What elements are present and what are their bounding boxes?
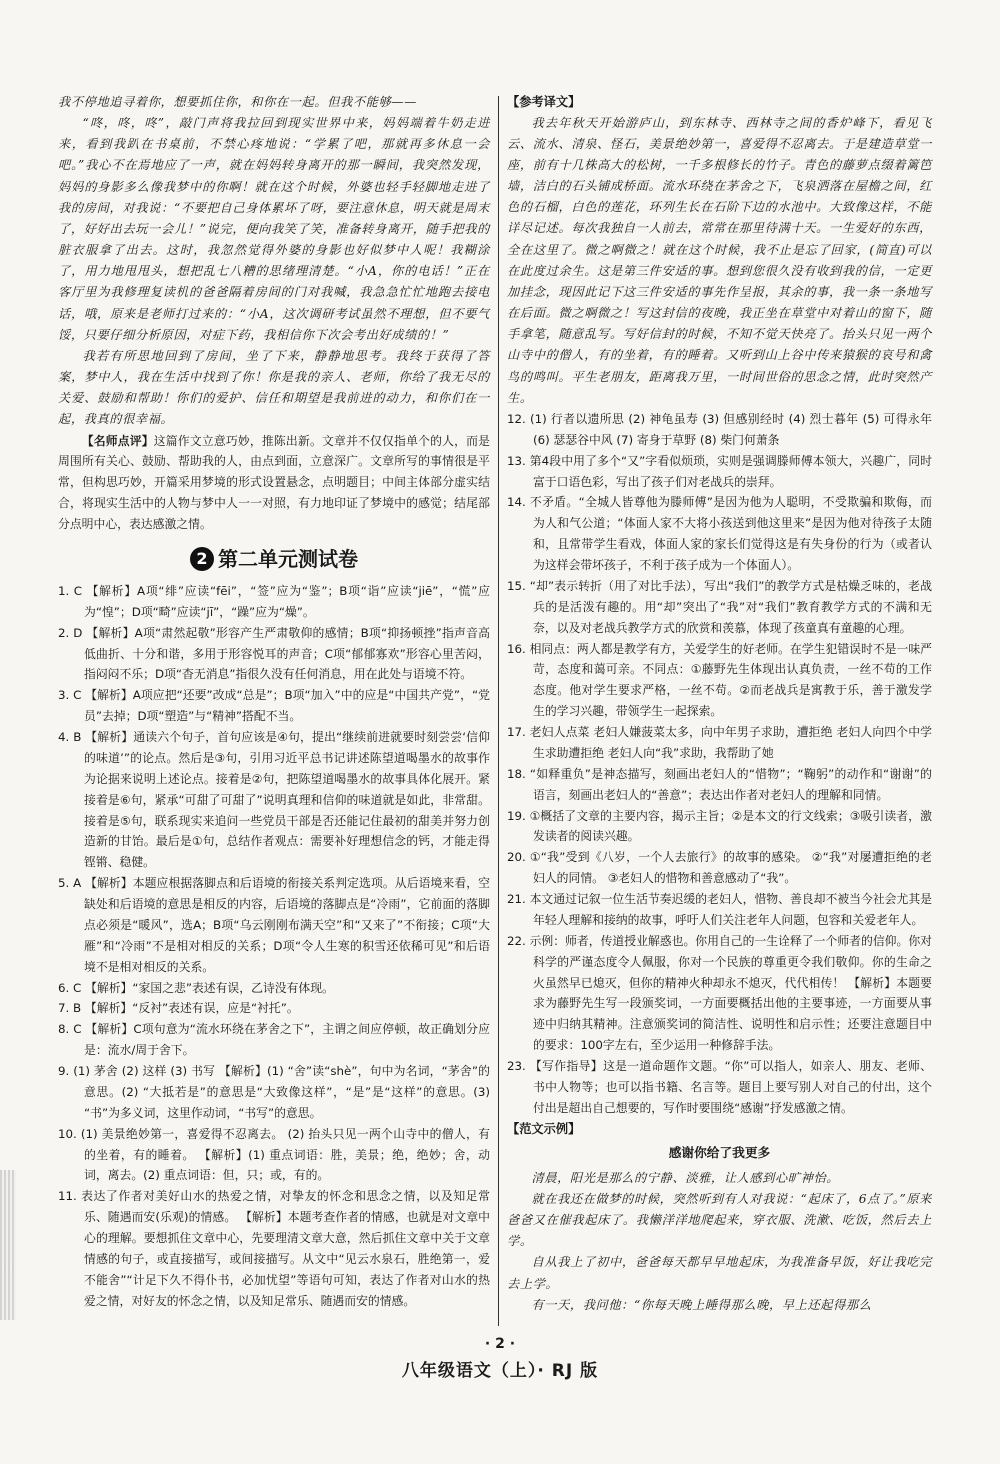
answer-item: 15. “却”表示转折（用了对比手法），写出“我们”的教学方式是枯燥乏味的，老战兵的是活泼有趣的。用“却”突出了“我”对“我们”教育教学方式的不满和无奈，以及对老战兵教学方式的欣赏和羡慕，体现了孩童真有童趣的心理。	[507, 578, 932, 635]
sample-essay-label: 【范文示例】	[507, 1121, 581, 1136]
answer-item: 6. C 【解析】“家国之悲”表述有误，乙诗没有体现。	[58, 980, 334, 995]
section-title: 第二单元测试卷	[218, 546, 358, 571]
section-heading	[58, 545, 490, 573]
answer-list-right	[507, 409, 932, 1119]
answer-item: 4. B 【解析】通读六个句子，首句应该是④句，提出“继续前进就要时刻尝尝‘信仰的味道’”的论点。然后是③句，引用习近平总书记讲述陈望道喝墨水的故事作为论据来说明上述论点。接着是②句，把陈望道喝墨水的故事具体化展开。紧接着是⑥句，紧承“可甜了可甜了”说明真理和信仰的味道就是如此，非常甜。接着是⑤句，联系现实来追问一些党员干部是否还能记住最初的甜美并努力创造新的甘饴。最后是①句，总结作者观点：需要补好理想信念的钙，才能走得铿锵、稳健。	[58, 730, 490, 870]
comment-label: 【名师点评】	[81, 433, 154, 448]
answer-item: 16. 相同点：两人都是教学有方，关爱学生的好老师。在学生犯错误时不是一味严苛，态度和蔼可亲。不同点：①藤野先生体现出认真负责，一丝不苟的工作态度。他对学生要求严格，一丝不苟。②而老战兵是寓教于乐，善于激发学生的学习兴趣，带领学生一起探索。	[507, 641, 932, 719]
answer-item: 18. “如释重负”是神态描写，刻画出老妇人的“惜物”；“鞠躬”的动作和“谢谢”的语言，刻画出老妇人的“善意”；表达出作者对老妇人的理解和同情。	[507, 766, 932, 802]
page-number: · 2 ·	[484, 1336, 516, 1352]
answer-item: 17. 老妇人点菜 老妇人嫌菠菜太多，向中年男子求助，遭拒绝 老妇人向四个中学生求助遭拒绝 老妇人向“我”求助，我帮助了她	[507, 725, 932, 760]
answer-list-left	[58, 581, 490, 1312]
teacher-comment	[58, 431, 490, 535]
answer-item: 8. C 【解析】C项句意为“流水环绕在茅舍之下”，主谓之间应停顿，故正确划分应是：流水/周于舍下。	[58, 1022, 490, 1058]
left-column	[58, 92, 490, 1312]
essay-paragraph: 我若有所思地回到了房间，坐了下来，静静地思考。我终于获得了答案，梦中人，我在生活中找到了你！你是我的亲人、老师，你给了我无尽的关爱、鼓励和帮助！你们的爱护、信任和期望是我前进的动力，和你们在一起，我真的很幸福。	[58, 348, 490, 427]
answer-item: 9. (1) 茅舍 (2) 这样 (3) 书写 【解析】(1) “舍”读“shè”，句中为名词，“茅舍”的意思。(2) “大抵若是”的意思是“大致像这样”，“是”是“这样”的意思。(3) “书”为多义词，这里作动词，“书写”的意思。	[58, 1064, 490, 1120]
answer-item: 10. (1) 美景绝妙第一，喜爱得不忍离去。 (2) 抬头只见一两个山寺中的僧人，有的坐着，有的睡着。 【解析】(1) 重点词语：胜，美景；绝，绝妙；舍，动词，离去。(2) 重点词语：但，只；或，有的。	[58, 1126, 490, 1183]
answer-item: 20. ①“我”受到《八岁，一个人去旅行》的故事的感染。 ②“我”对屡遭拒绝的老妇人的同情。 ③老妇人的惜物和善意感动了“我”。	[507, 850, 932, 886]
essay-paragraph: 有一天，我问他：“你每天晚上睡得那么晚，早上还起得那么	[531, 1297, 872, 1312]
right-column	[507, 92, 932, 1316]
answer-item: 21. 本文通过记叙一位生活节奏迟缓的老妇人，惜物、善良却不被当今社会尤其是年轻人理解和接纳的故事，呼吁人们关注老年人问题，包容和关爱老年人。	[507, 892, 932, 927]
translation-text: 我去年秋天开始游庐山，到东林寺、西林寺之间的香炉峰下，看见飞云、流水、清泉、怪石，美景绝妙第一，喜爱得不忍离去。于是建造草堂一座，前有十几株高大的松树，一千多根修长的竹子。青色的藤萝点缀着篱笆墙，洁白的石头铺成桥面。流水环绕在茅舍之下，飞泉洒落在屋檐之间，红色的石榴，白色的莲花，环列生长在石阶下边的水池中。大致像这样，不能详尽记述。每次我独自一人前去，常常在那里待满十天。一生爱好的东西，全在这里了。微之啊微之！就在这个时候，我不止是忘了回家，(简直)可以在此度过余生。这是第三件安适的事。想到您很久没有收到我的信，一定更加挂念，现因此记下这三件安适的事先作呈报，其余的事，我一条一条地写在后面。微之啊微之！写这封信的夜晚，我正坐在草堂中对着山的窗下，随手拿笔，随意乱写。写好信封的时候，不知不觉天快亮了。抬头只见一两个山寺中的僧人，有的坐着，有的睡着。又听到山上谷中传来猿猴的哀号和禽鸟的鸣叫。平生老朋友，距离我万里，一时间世俗的思念之情，此时突然产生。	[507, 115, 932, 405]
answer-item: 14. 不矛盾。“全城人皆尊他为滕师傅”是因为他为人聪明，不受欺骗和欺侮，而为人和气公道；“体面人家不大将小孩送到他这里来”是因为他对待孩子太随和，且常带学生看戏，体面人家的家长们觉得这是有失身份的行为（或者认为这样会带坏孩子，不利于孩子成为一个体面人）。	[507, 495, 932, 572]
answer-item: 5. A 【解析】本题应根据落脚点和后语境的衔接关系判定选项。从后语境来看，空缺处和后语境的意思是相反的内容，后语境的落脚点是“冷雨”，它前面的落脚点必须是“暖风”，选A；B项“乌云刚刚布满天空”和“又来了”不衔接；C项“大雁”和“冷雨”不是相对相反的关系；D项“令人生寒的积雪还依稀可见”和后语境不是相对相反的关系。	[58, 876, 490, 974]
answer-item: 3. C 【解析】A项应把“还要”改成“总是”；B项“加入”中的应是“中国共产党”，“党员”去掉；D项“塑造”与“精神”搭配不当。	[58, 688, 490, 724]
section-number-badge: 2	[190, 547, 214, 571]
answer-item: 19. ①概括了文章的主要内容，揭示主旨；②是本文的行文线索；③吸引读者，激发读者的阅读兴趣。	[507, 808, 932, 844]
essay-paragraph: 清晨，阳光是那么的宁静、淡雅，让人感到心旷神怡。	[531, 1170, 840, 1185]
comment-text: 这篇作文立意巧妙，推陈出新。文章并不仅仅指单个的人，而是周围所有关心、鼓励、帮助我的人，由点到面，立意深广。文章所写的事情很是平常，但构思巧妙，开篇采用梦境的形式设置悬念，点明题目；中间主体部分虚实结合，将现实生活中的人物与梦中人一一对照，有力地印证了梦境中的感觉；结尾部分点明中心，表达感激之情。	[58, 433, 490, 531]
sample-essay-title: 感谢你给了我更多	[668, 1145, 771, 1161]
answer-item: 11. 表达了作者对美好山水的热爱之情，对挚友的怀念和思念之情，以及知足常乐、随遇而安(乐观)的情感。 【解析】本题考查作者的情感，也就是对文章中心的理解。要想抓住文章中心，先要理清文章大意，然后抓住文章中关于文章情感的句子，或直接描写，或间接描写。从文中“见云水泉石，胜绝第一，爱不能舍”“计足下久不得仆书，必加忧望”等语句可知，表达了作者对山水的热爱之情，对好友的怀念之情，以及知足常乐、随遇而安的情感。	[58, 1189, 490, 1308]
answer-item: 13. 第4段中用了多个“又”字看似烦琐，实则是强调滕师傅本领大，兴趣广，同时富于口语色彩，写出了孩子们对老战兵的崇拜。	[507, 453, 932, 489]
answer-item: 22. 示例：师者，传道授业解惑也。你用自己的一生诠释了一个师者的信仰。你对科学的严谨态度令人佩服，你对一个民族的尊重更令我们敬仰。你的生命之火虽然早已熄灭，但你的精神火种却永不熄灭，代代相传！ 【解析】本题要求为藤野先生写一段颁奖词，一方面要概括出他的主要事迹，一方面要从事迹中归纳其精神。注意颁奖词的简洁性、说明性和启示性；还要注意题目中的要求：100字左右，至少运用一种修辞手法。	[507, 933, 932, 1053]
answer-item: 12. (1) 行者以遗所思 (2) 神龟虽寿 (3) 但感别经时 (4) 烈士暮年 (5) 可得永年 (6) 瑟瑟谷中风 (7) 寄身于草野 (8) 柴门何萧条	[507, 411, 932, 447]
essay-paragraph: 就在我还在做梦的时候，突然听到有人对我说：“起床了，6点了。”原来爸爸又在催我起床了。我懒洋洋地爬起来，穿衣服、洗漱、吃饭，然后去上学。	[507, 1191, 932, 1249]
answer-item: 7. B 【解析】“反衬”表述有误，应是“衬托”。	[58, 1001, 299, 1016]
answer-item: 2. D 【解析】A项“肃然起敬”形容产生严肃敬仰的感情；B项“抑扬顿挫”指声音高低曲折、十分和谐，多用于形容悦耳的声音；C项“郁郁寡欢”形容心里苦闷，指闷闷不乐；D项“杳无消息”指很久没有任何消息，用在此处与语境不符。	[58, 625, 490, 682]
margin-decoration	[0, 1170, 16, 1320]
reference-translation	[507, 113, 932, 409]
sample-essay	[507, 1168, 932, 1316]
essay-paragraph: 我不停地追寻着你，想要抓住你，和你在一起。但我不能够——	[58, 95, 417, 109]
column-divider	[498, 96, 499, 1326]
essay-paragraph: 自从我上了初中，爸爸每天都早早地起床，为我准备早饭，好让我吃完去上学。	[507, 1255, 932, 1291]
sample-essay-ending	[58, 92, 490, 431]
answer-item: 23. 【写作指导】这是一道命题作文题。“你”可以指人，如亲人、朋友、老师、书中人物等；也可以指书籍、名言等。题目上要写别人对自己的付出，这个付出是超出自己想要的，写作时要围绕“感谢”抒发感激之情。	[507, 1059, 932, 1115]
essay-paragraph: “咚，咚，咚”，敲门声将我拉回到现实世界中来，妈妈端着牛奶走进来，看到我趴在书桌前，不禁心疼地说：“学累了吧，那就再多休息一会吧。”我心不在焉地应了一声，就在妈妈转身离开的那一瞬间，我突然发现，妈妈的身影多么像我梦中的你啊！就在这个时候，外婆也轻手轻脚地走进了我的房间，对我说：“不要把自己身体累坏了呀，要注意休息，明天就是周末了，好好出去玩一会儿！”说完，便向我笑了笑，准备转身离开，随手把我的脏衣服拿了出去。这时，我忽然觉得外婆的身影也好似梦中人呢！我糊涂了，用力地甩甩头，想把乱七八糟的思绪理清楚。“小A，你的电话！”正在客厅里为我修理复读机的爸爸隔着房间的门对我喊，我急急忙忙地跑去接电话，哦，原来是老师打过来的：“小A，这次调研考试虽然不理想，但不要气馁，只要仔细分析原因，对症下药，我相信你下次会考出好成绩的！”	[58, 116, 490, 342]
reference-translation-label: 【参考译文】	[507, 95, 581, 109]
answer-item: 1. C 【解析】A项“绯”应读“fēi”，“签”应为“鉴”；B项“诣”应读“jiē”，“慌”应为“惶”；D项“畸”应读“jī”，“躁”应为“燥”。	[58, 583, 490, 619]
book-title-footer: 八年级语文（上）· RJ 版	[401, 1361, 599, 1381]
